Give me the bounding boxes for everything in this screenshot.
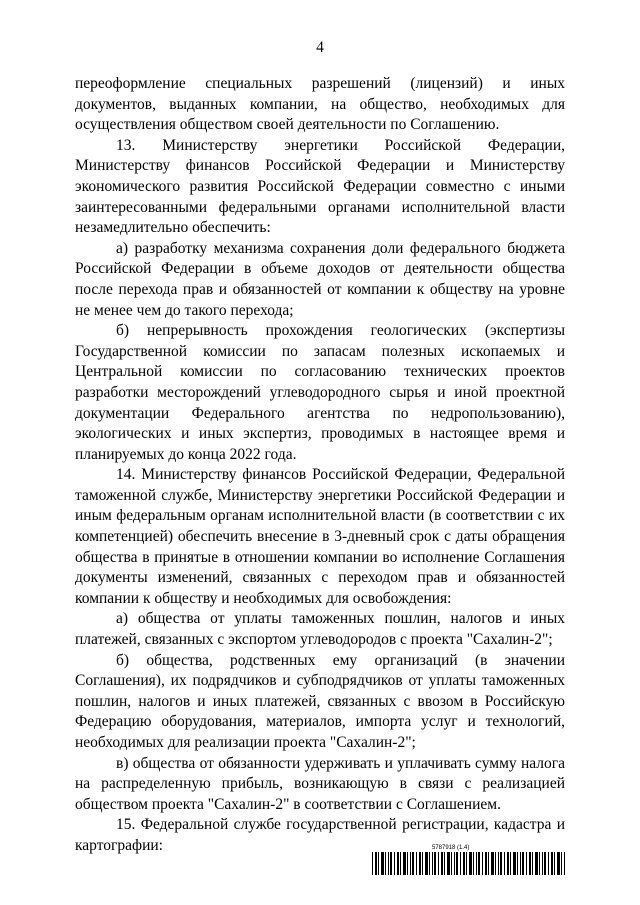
document-code: 5787918 (1.4) (432, 845, 470, 851)
paragraph-continuation: переоформление специальных разрешений (лицензий) и иных документов, выданных компании, на общество, необходимых для осуществления обществом своей деятельности по Соглашению. (75, 75, 565, 134)
page-number: 4 (316, 39, 324, 56)
paragraph-13a: а) разработку механизма сохранения доли федерального бюджета Российской Федерации в объеме доходов от деятельности общества после перехода прав и обязанностей от компании к обществу на уровне не менее чем до такого перехода; (75, 239, 565, 319)
paragraph-14a: а) общества от уплаты таможенных пошлин, налогов и иных платежей, связанных с экспортом углеводородов с проекта "Сахалин-2"; (75, 610, 565, 649)
paragraph-14c: в) общества от обязанности удерживать и уплачивать сумму налога на распределенную прибыль, возникающую в связи с реализацией обществом проекта "Сахалин-2" в соответствии с Соглашением. (75, 754, 565, 813)
paragraph-15: 15. Федеральной службе государственной регистрации, кадастра и картографии: (75, 816, 565, 854)
paragraph-14: 14. Министерству финансов Российской Федерации, Федеральной таможенной службе, Министерству энергетики Российской Федерации и иным федеральным органам исполнительной власти (в соответствии с их компетенцией) обеспечить внесение в 3-дневный срок с даты обращения общества в принятые в отношении компании во исполнение Соглашения документы изменений, связанных с переходом прав и обязанностей компании к обществу и необходимых для освобождения: (75, 466, 565, 607)
paragraph-13: 13. Министерству энергетики Российской Федерации, Министерству финансов Российской Федерации и Министерству экономического развития Российской Федерации совместно с иными заинтересованными федеральными органами исполнительной власти незамедлительно обеспечить: (75, 136, 565, 237)
paragraph-14b: б) общества, родственных ему организаций (в значении Соглашения), их подрядчиков и субподрядчиков от уплаты таможенных пошлин, налогов и иных платежей, связанных с ввозом в Российскую Федерацию оборудования, материалов, импорта услуг и технологий, необходимых для реализации проекта "Сахалин-2"; (75, 651, 565, 751)
barcode (372, 852, 566, 875)
document-body (75, 74, 565, 857)
paragraph-13b: б) непрерывность прохождения геологических (экспертизы Государственной комиссии по запасам полезных ископаемых и Центральной комиссии по согласованию технических проектов разработки месторождений углеводородного сырья и иной проектной документации Федерального агентства по недропользованию), экологических и иных экспертиз, проводимых в настоящее время и планируемых до конца 2022 года. (75, 322, 565, 463)
